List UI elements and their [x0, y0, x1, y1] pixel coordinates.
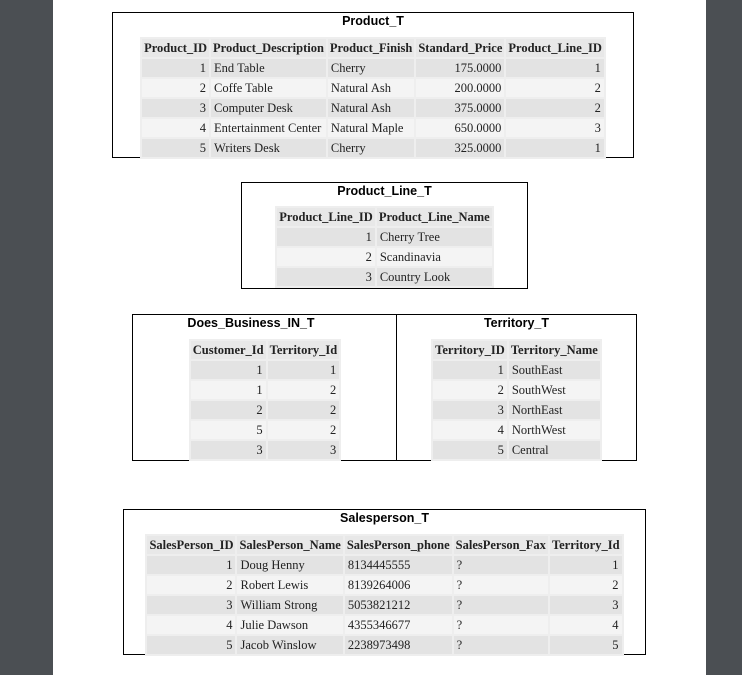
- table-cell: 2238973498: [345, 636, 452, 654]
- table-cell: Entertainment Center: [211, 119, 326, 137]
- table-row: [147, 576, 621, 594]
- product-table: [140, 37, 606, 159]
- table-cell: Natural Ash: [328, 99, 414, 117]
- table-cell: 2: [147, 576, 235, 594]
- table-cell: Cherry: [328, 59, 414, 77]
- column-header: SalesPerson_phone: [346, 538, 450, 552]
- table-cell: 1: [191, 381, 266, 399]
- table-cell: 1: [433, 361, 507, 379]
- table-cell: ?: [454, 616, 548, 634]
- salesperson-table-panel: [123, 509, 646, 655]
- column-header: SalesPerson_Name: [239, 538, 341, 552]
- table-cell: Writers Desk: [211, 139, 326, 157]
- column-header: Customer_Id: [192, 343, 264, 357]
- table-row: [191, 401, 339, 419]
- table-cell: Natural Maple: [328, 119, 414, 137]
- table-cell: ?: [454, 556, 548, 574]
- table-row: [147, 596, 621, 614]
- column-header: Product_Finish: [329, 41, 413, 55]
- table-row: [433, 361, 600, 379]
- territory-table-panel: [396, 314, 637, 461]
- table-header-row: [433, 341, 600, 359]
- table-cell: Cherry Tree: [377, 228, 492, 246]
- table-cell: 5: [191, 421, 266, 439]
- table-cell: 3: [506, 119, 604, 137]
- table-cell: 3: [147, 596, 235, 614]
- column-header: SalesPerson_Fax: [455, 538, 546, 552]
- table-row: [147, 636, 621, 654]
- column-header: Product_Description: [213, 41, 324, 55]
- table-cell: Coffe Table: [211, 79, 326, 97]
- table-cell: ?: [454, 636, 548, 654]
- table-cell: Cherry: [328, 139, 414, 157]
- table-cell: 4: [433, 421, 507, 439]
- column-header: Product_Line_Name: [378, 210, 490, 224]
- table-cell: 8139264006: [345, 576, 452, 594]
- column-header: Standard_Price: [418, 41, 503, 55]
- table-cell: ?: [454, 576, 548, 594]
- table-cell: Central: [509, 441, 600, 459]
- table-row: [191, 441, 339, 459]
- does-business-table-title: Does_Business_IN_T: [187, 316, 315, 330]
- table-cell: 1: [191, 361, 266, 379]
- table-cell: Country Look: [377, 268, 492, 286]
- table-row: [433, 381, 600, 399]
- table-cell: Computer Desk: [211, 99, 326, 117]
- table-row: [191, 361, 339, 379]
- table-cell: William Strong: [237, 596, 342, 614]
- table-cell: 3: [277, 268, 375, 286]
- table-cell: Doug Henny: [237, 556, 342, 574]
- table-cell: 325.0000: [416, 139, 504, 157]
- table-cell: ?: [454, 596, 548, 614]
- table-row: [147, 556, 621, 574]
- table-cell: 2: [191, 401, 266, 419]
- table-cell: 1: [142, 59, 209, 77]
- product-table-panel: [112, 12, 634, 158]
- table-header-row: [142, 39, 604, 57]
- salesperson-table: [145, 534, 623, 656]
- table-cell: NorthWest: [509, 421, 600, 439]
- table-header-row: [191, 341, 339, 359]
- table-cell: 1: [506, 139, 604, 157]
- table-row: [142, 59, 604, 77]
- column-header: Product_ID: [144, 41, 208, 55]
- column-header: SalesPerson_ID: [149, 538, 234, 552]
- column-header: Territory_Name: [510, 343, 598, 357]
- table-cell: 3: [268, 441, 340, 459]
- table-cell: 200.0000: [416, 79, 504, 97]
- does-business-table: [189, 339, 341, 461]
- does-business-table-panel: [132, 314, 398, 461]
- table-cell: 5053821212: [345, 596, 452, 614]
- table-cell: Robert Lewis: [237, 576, 342, 594]
- column-header: Territory_Id: [551, 538, 620, 552]
- table-cell: 4: [142, 119, 209, 137]
- table-cell: 5: [433, 441, 507, 459]
- table-cell: SouthWest: [509, 381, 600, 399]
- table-cell: NorthEast: [509, 401, 600, 419]
- table-row: [277, 248, 491, 266]
- table-cell: Scandinavia: [377, 248, 492, 266]
- table-row: [433, 441, 600, 459]
- table-cell: 3: [191, 441, 266, 459]
- table-cell: 2: [268, 421, 340, 439]
- column-header: Territory_Id: [269, 343, 338, 357]
- salesperson-table-title: Salesperson_T: [340, 511, 429, 525]
- table-cell: 2: [142, 79, 209, 97]
- product-line-table-panel: [241, 182, 528, 289]
- column-header: Territory_ID: [435, 343, 505, 357]
- table-row: [433, 421, 600, 439]
- table-cell: 1: [277, 228, 375, 246]
- table-cell: SouthEast: [509, 361, 600, 379]
- table-cell: 375.0000: [416, 99, 504, 117]
- table-row: [277, 228, 491, 246]
- table-row: [433, 401, 600, 419]
- table-cell: 3: [142, 99, 209, 117]
- product-line-table: [275, 206, 493, 288]
- table-cell: 5: [147, 636, 235, 654]
- table-cell: 1: [550, 556, 622, 574]
- table-row: [142, 99, 604, 117]
- table-row: [147, 616, 621, 634]
- table-cell: 2: [433, 381, 507, 399]
- table-cell: Julie Dawson: [237, 616, 342, 634]
- table-row: [142, 139, 604, 157]
- table-cell: 2: [277, 248, 375, 266]
- table-cell: 5: [550, 636, 622, 654]
- table-cell: 3: [550, 596, 622, 614]
- table-cell: 4: [147, 616, 235, 634]
- table-cell: 8134445555: [345, 556, 452, 574]
- table-cell: 2: [506, 99, 604, 117]
- territory-table-title: Territory_T: [483, 316, 550, 330]
- product-table-title: Product_T: [342, 14, 404, 28]
- table-cell: 2: [268, 401, 340, 419]
- document-page: [53, 0, 706, 675]
- table-cell: 2: [506, 79, 604, 97]
- table-cell: 1: [147, 556, 235, 574]
- table-cell: 3: [433, 401, 507, 419]
- table-header-row: [147, 536, 621, 554]
- table-cell: 2: [268, 381, 340, 399]
- table-row: [142, 119, 604, 137]
- table-cell: Jacob Winslow: [237, 636, 342, 654]
- table-cell: 4355346677: [345, 616, 452, 634]
- column-header: Product_Line_ID: [279, 210, 373, 224]
- table-cell: 2: [550, 576, 622, 594]
- table-cell: Natural Ash: [328, 79, 414, 97]
- table-cell: End Table: [211, 59, 326, 77]
- table-cell: 1: [268, 361, 340, 379]
- table-row: [142, 79, 604, 97]
- product-line-table-title: Product_Line_T: [337, 184, 432, 198]
- table-cell: 175.0000: [416, 59, 504, 77]
- column-header: Product_Line_ID: [508, 41, 602, 55]
- table-cell: 650.0000: [416, 119, 504, 137]
- table-row: [191, 381, 339, 399]
- table-row: [191, 421, 339, 439]
- table-cell: 4: [550, 616, 622, 634]
- table-header-row: [277, 208, 491, 226]
- table-cell: 1: [506, 59, 604, 77]
- table-row: [277, 268, 491, 286]
- table-cell: 5: [142, 139, 209, 157]
- territory-table: [431, 339, 602, 461]
